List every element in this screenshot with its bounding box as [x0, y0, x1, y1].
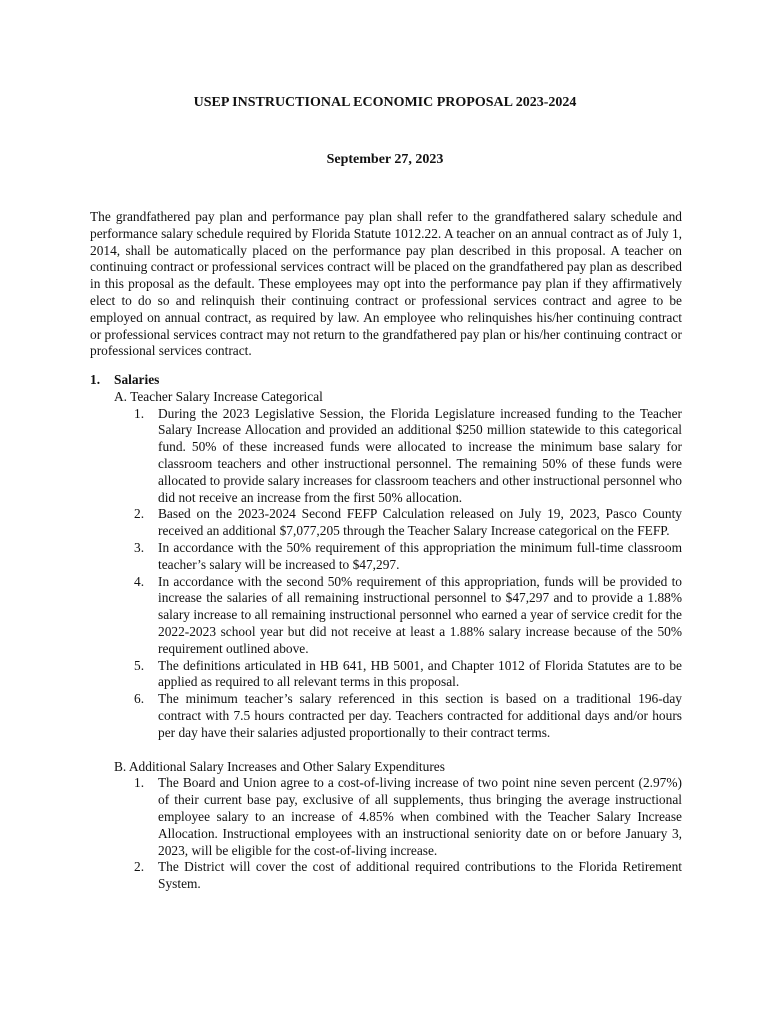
document-title: USEP INSTRUCTIONAL ECONOMIC PROPOSAL 2023-2024 [193, 95, 577, 110]
list-item-number: 1. [134, 405, 145, 421]
list-item [134, 506, 682, 540]
list-item-number: 4. [134, 573, 145, 589]
list-item-text: The definitions articulated in HB 641, HB 5001, and Chapter 1012 of Florida Statutes are to be applied as required to all relevant terms in this proposal. [158, 657, 682, 690]
section-title: Salaries [114, 372, 160, 387]
section-salaries [90, 372, 690, 893]
list-item-text: The minimum teacher’s salary referenced in this section is based on a traditional 196-day contract with 7.5 hours contracted per day. Teachers contracted for additional days and/or hours per day have their salaries adjusted proportionally to their contract terms. [158, 691, 682, 740]
list-item-number: 2. [134, 859, 145, 875]
subsection-b-list [134, 775, 690, 893]
list-item-text: During the 2023 Legislative Session, the Florida Legislature increased funding to the Teacher Salary Increase Allocation and provided an additional $250 million statewide to this categorical fund. 50% of these increased funds were allocated to increase the minimum base salary for classroom teachers and other instructional personnel. The remaining 50% of these funds were allocated to provide salary increases for classroom teachers and other instructional personnel who did not receive an increase from the first 50% allocation. [158, 405, 682, 505]
list-item [134, 775, 682, 859]
list-item [134, 574, 682, 658]
subsection-a-heading: A. Teacher Salary Increase Categorical [114, 388, 323, 404]
list-item-text: In accordance with the second 50% requirement of this appropriation, funds will be provided to increase the salaries of all remaining instructional personnel to $47,297 and to provide a 1.88% salary increase to all remaining instructional personnel who earned a year of service credit for the 2022-2023 school year but did not receive at least a 1.88% salary increase because of the 50% requirement outlined above. [158, 573, 682, 656]
document-date: September 27, 2023 [326, 152, 444, 167]
subsection-a-list [134, 406, 690, 742]
list-item-number: 2. [134, 506, 145, 522]
list-item-text: The District will cover the cost of additional required contributions to the Florida Retirement System. [158, 859, 682, 892]
list-item [134, 406, 682, 507]
list-item-text: In accordance with the 50% requirement of this appropriation the minimum full-time classroom teacher’s salary will be increased to $47,297. [158, 539, 682, 572]
subsection-b-heading: B. Additional Salary Increases and Other Salary Expenditures [114, 758, 445, 774]
section-heading [90, 372, 690, 389]
list-item-text: Based on the 2023-2024 Second FEFP Calculation released on July 19, 2023, Pasco County received an additional $7,077,205 through the Teacher Salary Increase categorical on the FEFP. [158, 506, 682, 539]
list-item-number: 5. [134, 657, 145, 673]
list-item [134, 859, 682, 893]
list-item-text: The Board and Union agree to a cost-of-living increase of two point nine seven percent (2.97%) of their current base pay, exclusive of all supplements, thus bringing the average instructional employee salary to an increase of 4.85% when combined with the Teacher Salary Increase Allocation. Instructional employees with an instructional seniority date on or before January 3, 2023, will be eligible for the cost-of-living increase. [158, 775, 682, 858]
section-number: 1. [90, 372, 101, 387]
intro-paragraph: The grandfathered pay plan and performance pay plan shall refer to the grandfathered salary schedule and performance salary schedule required by Florida Statute 1012.22. A teacher on an annual contract as of July 1, 2014, shall be automatically placed on the performance pay plan described in this proposal. A teacher on continuing contract or professional services contract will be placed on the grandfathered pay plan as described in this proposal as the default. These employees may opt into the performance pay plan if they affirmatively elect to do so and relinquish their continuing contract or professional services contract and agree to be employed on annual contract, as required by law. An employee who relinquishes his/her continuing contract or professional services contract may not return to the grandfathered pay plan or his/her continuing contract or professional services contract. [90, 209, 682, 359]
list-item-number: 3. [134, 539, 145, 555]
list-item [134, 691, 682, 741]
list-item [134, 658, 682, 692]
list-item-number: 6. [134, 691, 145, 707]
list-item-number: 1. [134, 775, 145, 791]
list-item [134, 540, 682, 574]
